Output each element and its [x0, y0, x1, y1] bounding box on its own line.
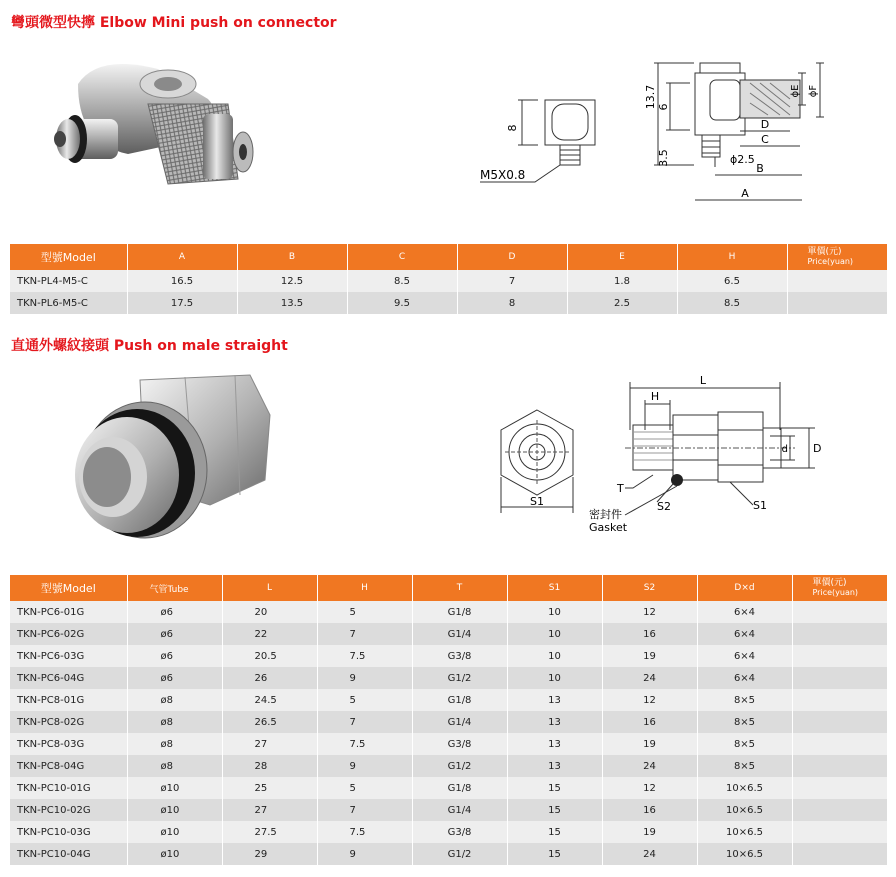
cell-l: 27 — [222, 733, 317, 755]
cell-l: 27 — [222, 799, 317, 821]
thread-m5-label: M5X0.8 — [480, 168, 526, 182]
cell-price — [792, 733, 887, 755]
price-sublabel: Price(yuan) — [812, 588, 859, 597]
elbow-front-drawing — [460, 90, 620, 190]
cell-tube: ø8 — [127, 755, 222, 777]
cell-e: 2.5 — [567, 292, 677, 314]
cell-price — [792, 645, 887, 667]
table-row — [10, 689, 887, 711]
cell-c: 9.5 — [347, 292, 457, 314]
table-header-row — [10, 244, 887, 270]
col-model: 型號Model — [10, 244, 127, 270]
table-row — [10, 777, 887, 799]
cell-h: 5 — [317, 689, 412, 711]
cell-c: 8.5 — [347, 270, 457, 292]
cell-s2: 16 — [602, 623, 697, 645]
cell-s2: 19 — [602, 821, 697, 843]
cell-model: TKN-PC6-01G — [10, 601, 127, 623]
elbow-spec-table — [10, 244, 887, 314]
cell-h: 7.5 — [317, 733, 412, 755]
cell-h: 7.5 — [317, 821, 412, 843]
cell-dxd: 10×6.5 — [697, 799, 792, 821]
cell-tube: ø8 — [127, 711, 222, 733]
cell-price — [792, 755, 887, 777]
dim-l-label: L — [699, 374, 707, 387]
cell-h: 7 — [317, 799, 412, 821]
cell-model: TKN-PC6-02G — [10, 623, 127, 645]
cell-l: 28 — [222, 755, 317, 777]
cell-h: 7 — [317, 623, 412, 645]
col-t: T — [412, 575, 507, 601]
table-row — [10, 733, 887, 755]
cell-dxd: 10×6.5 — [697, 843, 792, 865]
price-label: 單價(元) — [812, 578, 847, 588]
cell-tube: ø8 — [127, 689, 222, 711]
cell-l: 25 — [222, 777, 317, 799]
cell-dxd: 8×5 — [697, 755, 792, 777]
cell-dxd: 6×4 — [697, 623, 792, 645]
cell-model: TKN-PC10-03G — [10, 821, 127, 843]
cell-price — [792, 667, 887, 689]
cell-s1: 10 — [507, 601, 602, 623]
cell-price — [787, 292, 887, 314]
cell-price — [792, 799, 887, 821]
table-row — [10, 799, 887, 821]
cell-h: 8.5 — [677, 292, 787, 314]
cell-s2: 16 — [602, 799, 697, 821]
col-price — [787, 244, 887, 270]
cell-model: TKN-PC10-04G — [10, 843, 127, 865]
col-e: E — [567, 244, 677, 270]
cell-model: TKN-PC6-03G — [10, 645, 127, 667]
col-d: D — [457, 244, 567, 270]
cell-price — [792, 601, 887, 623]
dim-big-d-label: D — [813, 442, 822, 455]
straight-spec-table — [10, 575, 887, 865]
cell-model: TKN-PL6-M5-C — [10, 292, 127, 314]
cell-s2: 12 — [602, 601, 697, 623]
col-dxd: D×d — [697, 575, 792, 601]
straight-side-drawing — [589, 370, 835, 540]
cell-s2: 16 — [602, 711, 697, 733]
cell-dxd: 8×5 — [697, 689, 792, 711]
cell-d: 7 — [457, 270, 567, 292]
cell-b: 13.5 — [237, 292, 347, 314]
cell-dxd: 6×4 — [697, 601, 792, 623]
cell-s1: 10 — [507, 645, 602, 667]
cell-h: 9 — [317, 755, 412, 777]
cell-l: 29 — [222, 843, 317, 865]
cell-price — [792, 623, 887, 645]
cell-t: G1/2 — [412, 755, 507, 777]
cell-model: TKN-PC8-01G — [10, 689, 127, 711]
cell-h: 5 — [317, 777, 412, 799]
table-row — [10, 645, 887, 667]
cell-t: G1/4 — [412, 711, 507, 733]
table-row — [10, 667, 887, 689]
gasket-en-label: Gasket — [589, 521, 628, 534]
cell-price — [792, 777, 887, 799]
cell-model: TKN-PC6-04G — [10, 667, 127, 689]
cell-s1: 13 — [507, 755, 602, 777]
dim-t-label: T — [617, 482, 624, 495]
cell-s2: 19 — [602, 733, 697, 755]
section1-title: 彎頭微型快擰 Elbow Mini push on connector — [11, 15, 337, 31]
col-model: 型號Model — [10, 575, 127, 601]
dim-c-label: C — [761, 133, 769, 146]
cell-l: 20 — [222, 601, 317, 623]
cell-tube: ø10 — [127, 843, 222, 865]
table-row — [10, 623, 887, 645]
cell-price — [787, 270, 887, 292]
cell-l: 24.5 — [222, 689, 317, 711]
cell-h: 5 — [317, 601, 412, 623]
cell-h: 7.5 — [317, 645, 412, 667]
cell-h: 7 — [317, 711, 412, 733]
cell-b: 12.5 — [237, 270, 347, 292]
cell-model: TKN-PC8-03G — [10, 733, 127, 755]
cell-dxd: 10×6.5 — [697, 777, 792, 799]
cell-h: 9 — [317, 843, 412, 865]
cell-a: 17.5 — [127, 292, 237, 314]
col-tube: 气管Tube — [127, 575, 222, 601]
col-c: C — [347, 244, 457, 270]
cell-model: TKN-PC8-04G — [10, 755, 127, 777]
dim-s1-front-label: S1 — [530, 495, 544, 508]
cell-tube: ø6 — [127, 601, 222, 623]
dim-phi-2-5-label: ϕ2.5 — [730, 153, 755, 166]
cell-model: TKN-PC8-02G — [10, 711, 127, 733]
col-b: B — [237, 244, 347, 270]
cell-s1: 10 — [507, 623, 602, 645]
cell-s2: 24 — [602, 667, 697, 689]
cell-dxd: 10×6.5 — [697, 821, 792, 843]
cell-s2: 12 — [602, 777, 697, 799]
cell-dxd: 8×5 — [697, 711, 792, 733]
cell-tube: ø10 — [127, 799, 222, 821]
dim-3-5-label: 3.5 — [657, 149, 670, 167]
cell-t: G1/8 — [412, 689, 507, 711]
cell-l: 26 — [222, 667, 317, 689]
cell-s1: 13 — [507, 733, 602, 755]
cell-price — [792, 821, 887, 843]
cell-price — [792, 711, 887, 733]
cell-l: 26.5 — [222, 711, 317, 733]
cell-s1: 15 — [507, 843, 602, 865]
cell-t: G1/4 — [412, 799, 507, 821]
gasket-cn-label: 密封件 — [589, 508, 622, 521]
col-price — [792, 575, 887, 601]
cell-l: 27.5 — [222, 821, 317, 843]
cell-dxd: 6×4 — [697, 667, 792, 689]
col-a: A — [127, 244, 237, 270]
table-row — [10, 292, 887, 314]
cell-l: 22 — [222, 623, 317, 645]
price-sublabel: Price(yuan) — [807, 257, 854, 266]
dim-small-d-label: d — [781, 444, 788, 455]
elbow-connector-photo — [38, 44, 268, 209]
cell-s2: 24 — [602, 843, 697, 865]
cell-s1: 10 — [507, 667, 602, 689]
dim-s1-side-label: S1 — [753, 499, 767, 512]
dim-a-label: A — [741, 187, 749, 200]
cell-tube: ø6 — [127, 623, 222, 645]
cell-h: 9 — [317, 667, 412, 689]
table-row — [10, 821, 887, 843]
cell-price — [792, 843, 887, 865]
cell-e: 1.8 — [567, 270, 677, 292]
cell-tube: ø10 — [127, 821, 222, 843]
col-h: H — [677, 244, 787, 270]
straight-connector-photo — [45, 365, 275, 545]
table-row — [10, 270, 887, 292]
table-row — [10, 711, 887, 733]
cell-a: 16.5 — [127, 270, 237, 292]
dim-phi-e-label: ϕE — [790, 84, 801, 98]
cell-s1: 13 — [507, 711, 602, 733]
elbow-side-drawing — [640, 55, 840, 210]
table-row — [10, 843, 887, 865]
cell-s1: 15 — [507, 777, 602, 799]
dim-s2-label: S2 — [657, 500, 671, 513]
cell-s1: 13 — [507, 689, 602, 711]
cell-dxd: 6×4 — [697, 645, 792, 667]
cell-t: G1/4 — [412, 623, 507, 645]
cell-tube: ø6 — [127, 667, 222, 689]
cell-model: TKN-PL4-M5-C — [10, 270, 127, 292]
cell-tube: ø10 — [127, 777, 222, 799]
cell-l: 20.5 — [222, 645, 317, 667]
cell-dxd: 8×5 — [697, 733, 792, 755]
cell-t: G3/8 — [412, 821, 507, 843]
table-row — [10, 755, 887, 777]
cell-s2: 12 — [602, 689, 697, 711]
dim-13-7-label: 13.7 — [644, 84, 657, 110]
table-header-row — [10, 575, 887, 601]
dim-h-label: H — [650, 390, 660, 403]
cell-s2: 19 — [602, 645, 697, 667]
col-s1: S1 — [507, 575, 602, 601]
cell-h: 6.5 — [677, 270, 787, 292]
cell-s1: 15 — [507, 799, 602, 821]
section2-title: 直通外螺紋接頭 Push on male straight — [11, 338, 288, 354]
cell-t: G3/8 — [412, 645, 507, 667]
dim-6-label: 6 — [657, 103, 670, 111]
cell-s2: 24 — [602, 755, 697, 777]
col-l: L — [222, 575, 317, 601]
table-row — [10, 601, 887, 623]
cell-tube: ø6 — [127, 645, 222, 667]
cell-t: G1/2 — [412, 843, 507, 865]
price-label: 單價(元) — [807, 247, 842, 257]
cell-model: TKN-PC10-01G — [10, 777, 127, 799]
cell-t: G1/8 — [412, 777, 507, 799]
cell-s1: 15 — [507, 821, 602, 843]
cell-d: 8 — [457, 292, 567, 314]
col-h: H — [317, 575, 412, 601]
cell-tube: ø8 — [127, 733, 222, 755]
col-s2: S2 — [602, 575, 697, 601]
dim-d-label: D — [760, 118, 770, 131]
straight-front-drawing — [495, 405, 585, 525]
dim-phi-f-label: ϕF — [808, 84, 819, 98]
cell-t: G3/8 — [412, 733, 507, 755]
cell-model: TKN-PC10-02G — [10, 799, 127, 821]
cell-t: G1/8 — [412, 601, 507, 623]
dim-8-label: 8 — [506, 124, 519, 132]
cell-t: G1/2 — [412, 667, 507, 689]
cell-price — [792, 689, 887, 711]
dim-b-label: B — [756, 162, 764, 175]
